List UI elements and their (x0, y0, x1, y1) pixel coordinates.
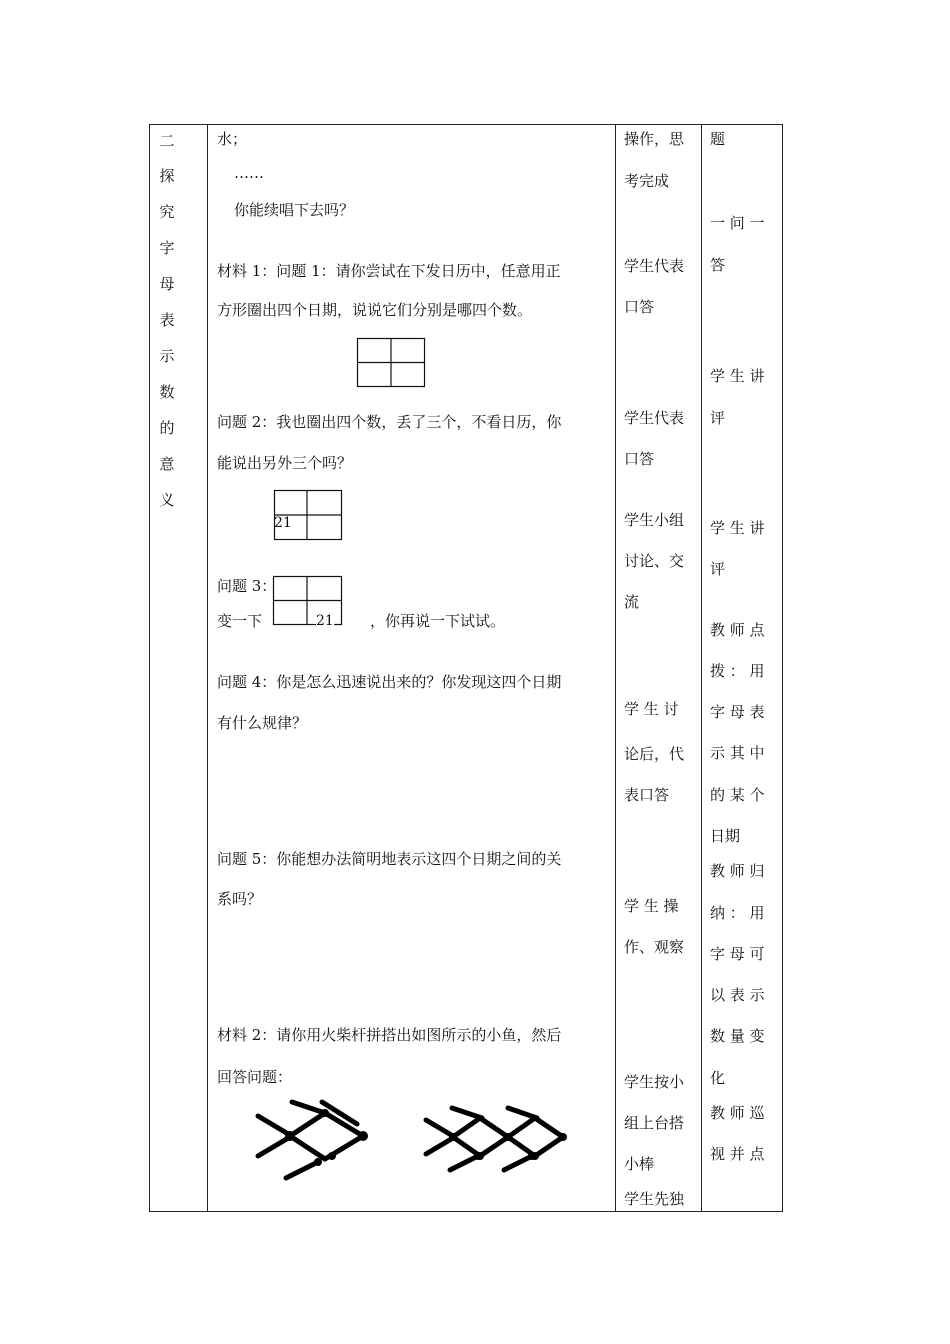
heading-char: 意 (159, 455, 175, 473)
student-activity: 小棒 (624, 1155, 655, 1173)
question-3-label: 问题 3： (217, 577, 277, 595)
question-4-line-1: 问题 4：你是怎么迅速说出来的？你发现这四个日期 (217, 673, 562, 691)
teacher-activity: 教 师 归 (710, 862, 765, 880)
teacher-activity: 学 生 讲 (710, 519, 765, 537)
teacher-activity: 示 其 中 (710, 744, 765, 762)
heading-char: 的 (159, 419, 175, 437)
student-activity: 学生代表 (624, 257, 685, 275)
teacher-activity: 评 (710, 409, 726, 427)
matchstick-fish-two (420, 1098, 575, 1178)
question-5-line-1: 问题 5：你能想办法简明地表示这四个日期之间的关 (217, 850, 562, 868)
grid-number: 21 (274, 515, 292, 531)
teacher-activity: 拨 ： 用 (710, 662, 765, 680)
teacher-activity: 日期 (710, 827, 741, 845)
question-4-line-2: 有什么规律？ (217, 714, 308, 732)
heading-char: 探 (159, 167, 175, 185)
student-activity: 口答 (624, 298, 655, 316)
question-3-prefix: 变一下 (217, 612, 263, 630)
student-activity: 学生按小 (624, 1073, 685, 1091)
student-activity: 论后，代 (624, 745, 685, 763)
heading-char: 示 (159, 347, 175, 365)
heading-char: 二 (159, 132, 175, 150)
teacher-activity: 学 生 讲 (710, 367, 765, 385)
student-activity: 学生代表 (624, 409, 685, 427)
teacher-activity: 化 (710, 1069, 726, 1087)
heading-char: 数 (159, 383, 175, 401)
teacher-activity: 评 (710, 560, 726, 578)
student-activity: 组上台搭 (624, 1114, 685, 1132)
material-1-line-1: 材料 1：问题 1：请你尝试在下发日历中，任意用正 (217, 262, 561, 280)
student-activity: 操作，思 (624, 130, 685, 148)
calendar-grid (357, 338, 425, 387)
material-2-line-2: 回答问题： (217, 1068, 293, 1086)
student-activity: 口答 (624, 450, 655, 468)
teacher-activity: 数 量 变 (710, 1027, 765, 1045)
teacher-activity: 视 并 点 (710, 1145, 765, 1163)
heading-char: 字 (159, 239, 175, 257)
lesson-table (149, 124, 783, 1212)
teacher-activity: 教 师 点 (710, 621, 765, 639)
question-3-suffix: ，你再说一下试试。 (370, 612, 506, 630)
question-2-line-1: 问题 2：我也圈出四个数，丢了三个，不看日历，你 (217, 413, 562, 431)
student-activity: 学生小组 (624, 511, 685, 529)
question-5-line-2: 系吗？ (217, 890, 263, 908)
student-activity: 学 生 讨 (624, 700, 679, 718)
matchstick-fish-one (250, 1090, 380, 1185)
question-2-line-2: 能说出另外三个吗？ (217, 454, 353, 472)
teacher-activity: 纳 ： 用 (710, 904, 765, 922)
student-activity: 考完成 (624, 172, 670, 190)
teacher-activity: 教 师 巡 (710, 1104, 765, 1122)
teacher-activity: 字 母 表 (710, 703, 765, 721)
teacher-activity: 题 (710, 130, 726, 148)
student-activity: 流 (624, 593, 640, 611)
ellipsis: …… (234, 164, 264, 182)
student-activity: 作、观察 (624, 938, 685, 956)
content-line: 水； (217, 130, 248, 148)
heading-char: 母 (159, 275, 175, 293)
material-2-line-1: 材料 2：请你用火柴杆拼搭出如图所示的小鱼，然后 (217, 1026, 562, 1044)
column-divider (701, 124, 702, 1212)
grid-number: 21 (316, 613, 334, 629)
teacher-activity: 字 母 可 (710, 945, 765, 963)
student-activity: 讨论、交 (624, 552, 685, 570)
student-activity: 表口答 (624, 786, 670, 804)
column-divider (615, 124, 616, 1212)
material-1-line-2: 方形圈出四个日期，说说它们分别是哪四个数。 (217, 301, 533, 319)
teacher-activity: 一 问 一 (710, 214, 765, 232)
heading-char: 义 (159, 491, 175, 509)
teacher-activity: 以 表 示 (710, 986, 765, 1004)
content-line: 你能续唱下去吗？ (234, 201, 355, 219)
heading-char: 表 (159, 311, 175, 329)
teacher-activity: 的 某 个 (710, 786, 765, 804)
student-activity: 学 生 操 (624, 897, 679, 915)
teacher-activity: 答 (710, 256, 726, 274)
column-divider (207, 124, 208, 1212)
student-activity: 学生先独 (624, 1190, 685, 1208)
heading-char: 究 (159, 203, 175, 221)
